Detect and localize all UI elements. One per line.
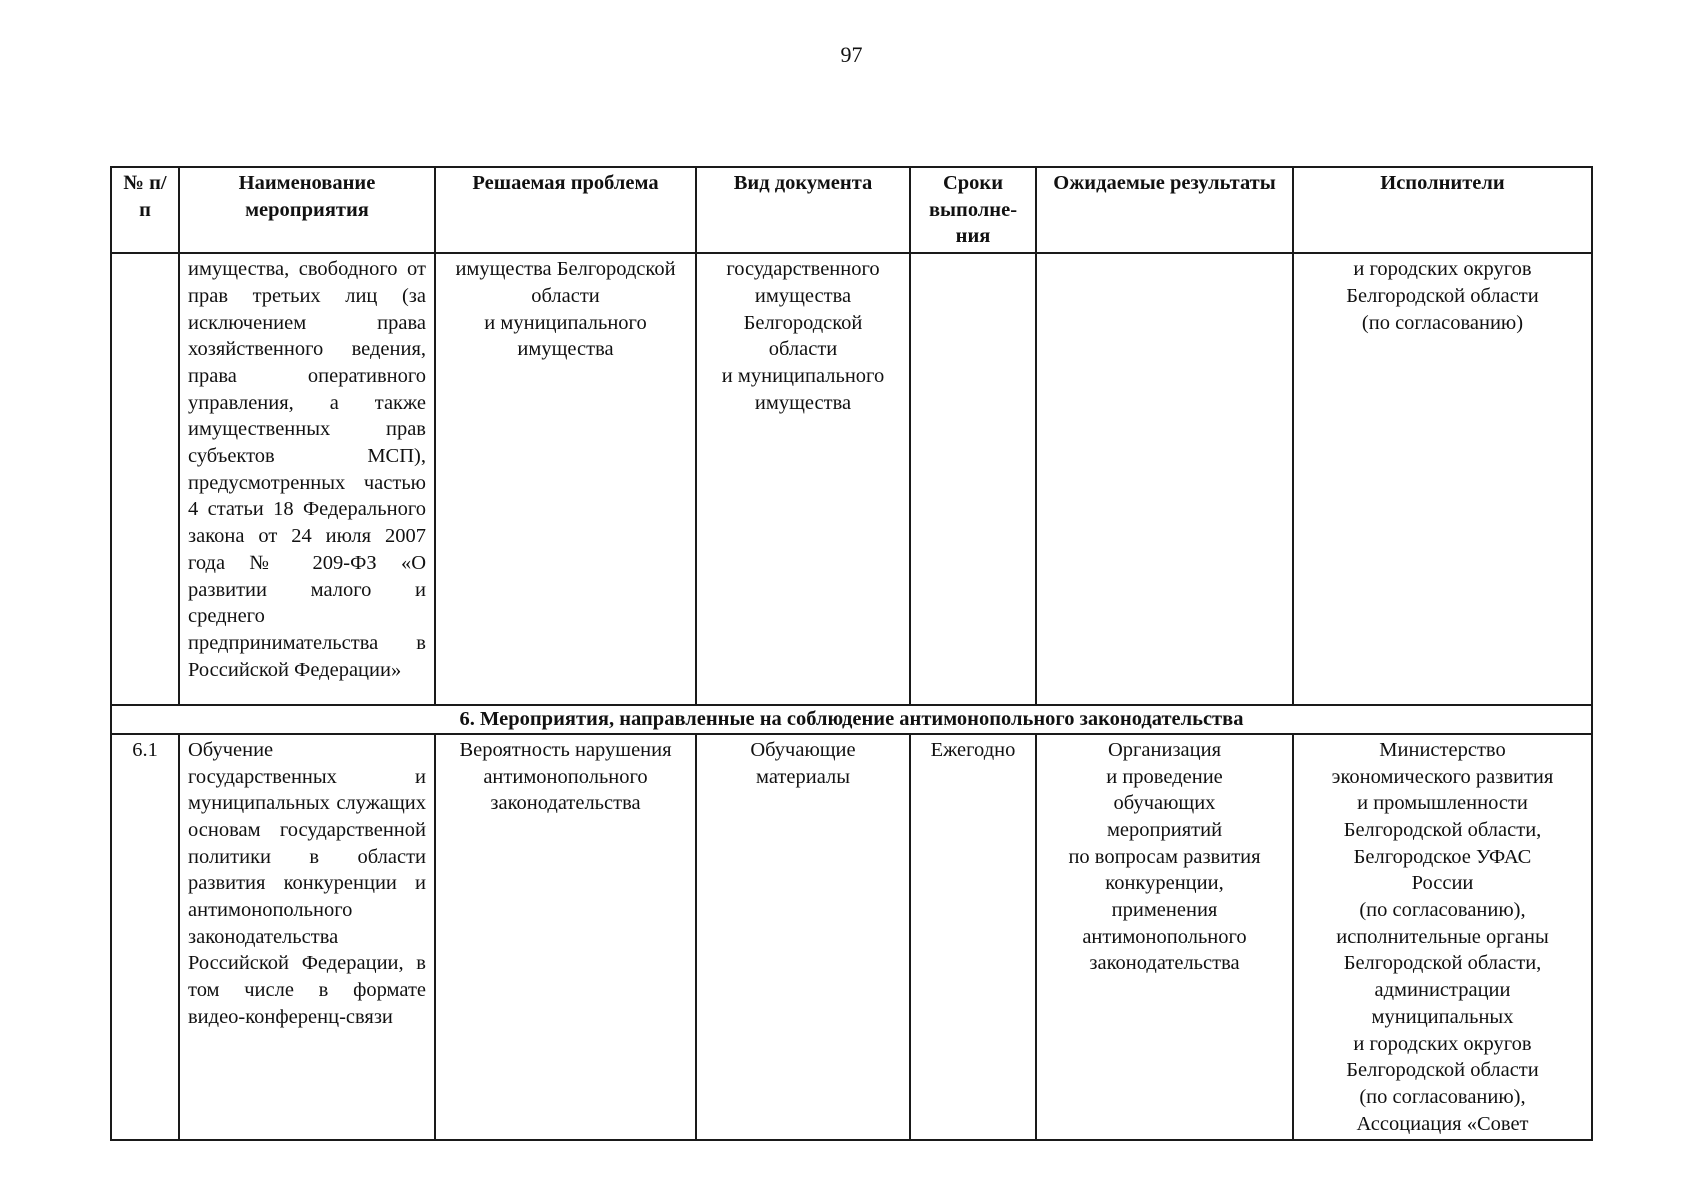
measures-table [110, 166, 1593, 1141]
header-number: № п/п [111, 167, 179, 253]
table-header-row [111, 167, 1592, 253]
cell-deadline [910, 253, 1036, 705]
page-number: 97 [840, 42, 863, 67]
table-row [111, 734, 1592, 1141]
cell-deadline: Ежегодно [910, 734, 1036, 1141]
section-title: 6. Мероприятия, направленные на соблюдение антимонопольного законодательства [111, 705, 1592, 734]
header-executors: Исполнители [1293, 167, 1592, 253]
header-expected-results: Ожидаемые результаты [1036, 167, 1293, 253]
cell-document-type: Обучающие материалы [696, 734, 910, 1141]
table-row [111, 253, 1592, 705]
cell-measure-name: имущества, свободного от прав третьих лиц (за исключением права хозяйственного ведения, права оперативного управления, а также имущественных прав субъектов МСП), предусмотренных частью 4 статьи 18 Федерального закона от 24 июля 2007 года № 209-ФЗ «О развитии малого и среднего предпринимательства в Российской Федерации» [179, 253, 435, 705]
section-heading-row [111, 705, 1592, 734]
cell-executors: и городских округов Белгородской области (по согласованию) [1293, 253, 1592, 705]
cell-number: 6.1 [111, 734, 179, 1141]
header-measure-name: Наименование мероприятия [179, 167, 435, 253]
header-deadline: Сроки выполне-ния [910, 167, 1036, 253]
cell-problem: Вероятность нарушения антимонопольного законодательства [435, 734, 696, 1141]
cell-problem: имущества Белгородской области и муниципального имущества [435, 253, 696, 705]
header-document-type: Вид документа [696, 167, 910, 253]
header-problem: Решаемая проблема [435, 167, 696, 253]
cell-measure-name: Обучение государственных и муниципальных служащих основам государственной политики в области развития конкуренции и антимонопольного законодательства Российской Федерации, в том числе в формате видео-конференц-связи [179, 734, 435, 1141]
cell-expected-results [1036, 253, 1293, 705]
cell-document-type: государственного имущества Белгородской области и муниципального имущества [696, 253, 910, 705]
cell-executors: Министерство экономического развития и промышленности Белгородской области, Белгородское УФАС России (по согласованию), исполнительные органы Белгородской области, администрации муниципальных и городских округов Белгородской области (по согласованию), Ассоциация «Совет [1293, 734, 1592, 1141]
cell-expected-results: Организация и проведение обучающих мероприятий по вопросам развития конкуренции, применения антимонопольного законодательства [1036, 734, 1293, 1141]
cell-number [111, 253, 179, 705]
